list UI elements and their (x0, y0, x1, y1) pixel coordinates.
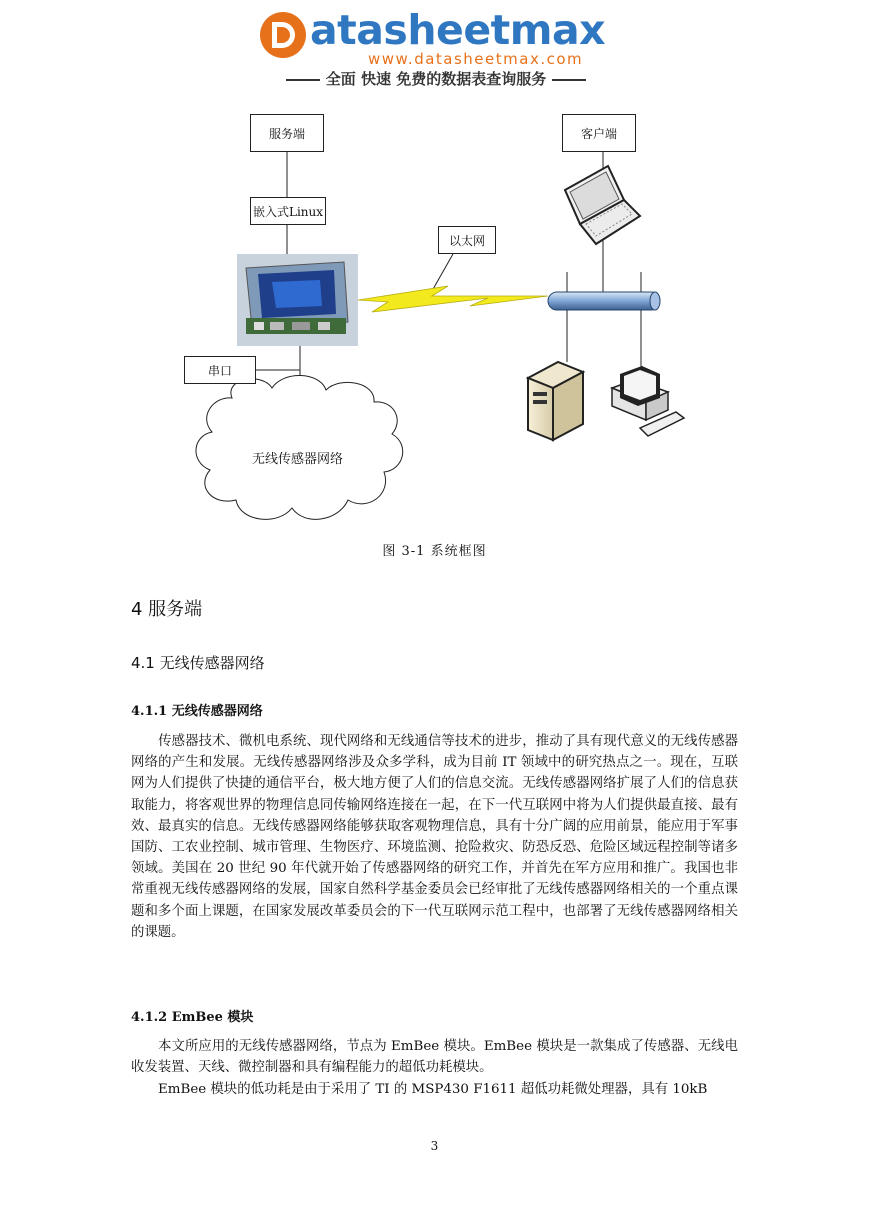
client-box (562, 114, 636, 152)
ethernet-label: 以太网 (448, 233, 485, 248)
section-heading-4-1-2: 4.1.2 EmBee 模块 (131, 1010, 254, 1025)
desktop-pc-icon (612, 366, 684, 436)
paragraph-embee-intro (131, 1036, 738, 1078)
paragraph-wsn-text: 传感器技术、微机电系统、现代网络和无线通信等技术的进步，推动了具有现代意义的无线传感器网络的产生和发展。无线传感器网络涉及众多学科，成为目前 IT 领域中的研究热点之一。现在，互联网为人们提供了快捷的通信平台，极大地方便了人们的信息交流。无线传感器网络扩展了人们的信息获取能力，将客观世界的物理信息同传输网络连接在一起，在下一代互联网中将为人们提供最直接、最有效、最真实的信息。无线传感器网络能够获取客观物理信息，具有十分广阔的应用前景，能应用于军事国防、工农业控制、城市管理、生物医疗、环境监测、抢险救灾、防恐反恐、危险区域远程控制等诸多领域。美国在 20 世纪 90 年代就开始了传感器网络的研究工作，并首先在军方应用和推广。我国也非常重视无线传感器网络的发展，国家自然科学基金委员会已经审批了无线传感器网络相关的一个重点课题和多个面上课题，在国家发展改革委员会的下一代互联网示范工程中，也部署了无线传感器网络相关的课题。 (131, 734, 738, 940)
logo-brand-text: atasheetmax (310, 6, 606, 54)
logo-url: www.datasheetmax.com (368, 50, 584, 68)
paragraph-wsn (131, 731, 738, 943)
serial-box (184, 356, 256, 384)
server-box (250, 114, 324, 152)
ethernet-bolt-icon (358, 286, 548, 312)
ethernet-bus-icon (548, 292, 660, 310)
section-heading-4-1-1: 4.1.1 无线传感器网络 (131, 704, 263, 719)
laptop-icon (565, 166, 640, 244)
paragraph-embee-power (131, 1079, 738, 1100)
system-diagram (0, 0, 869, 560)
embedded-board-icon (237, 254, 358, 346)
embedded-linux-label: 嵌入式Linux (252, 204, 324, 219)
client-label: 客户端 (580, 126, 617, 141)
embedded-linux-box (250, 197, 326, 225)
paragraph-embee-power-text: EmBee 模块的低功耗是由于采用了 TI 的 MSP430 F1611 超低功耗微处理器，具有 10kB (158, 1082, 708, 1097)
server-tower-icon (528, 362, 583, 440)
page-number: 3 (430, 1139, 439, 1153)
server-label: 服务端 (268, 126, 305, 141)
section-heading-4-1: 4.1 无线传感器网络 (131, 654, 265, 672)
logo-slogan-text: 全面 快速 免费的数据表查询服务 (325, 70, 547, 88)
wsn-label: 无线传感器网络 (252, 452, 344, 467)
ethernet-box (438, 226, 496, 254)
figure-caption: 图 3-1 系统框图 (382, 544, 487, 559)
paragraph-embee-intro-text: 本文所应用的无线传感器网络，节点为 EmBee 模块。EmBee 模块是一款集成了传感器、无线电收发装置、天线、微控制器和具有编程能力的超低功耗模块。 (131, 1039, 738, 1076)
diagram-graphics (0, 0, 869, 560)
serial-label: 串口 (207, 363, 232, 378)
section-heading-4: 4 服务端 (131, 599, 203, 620)
